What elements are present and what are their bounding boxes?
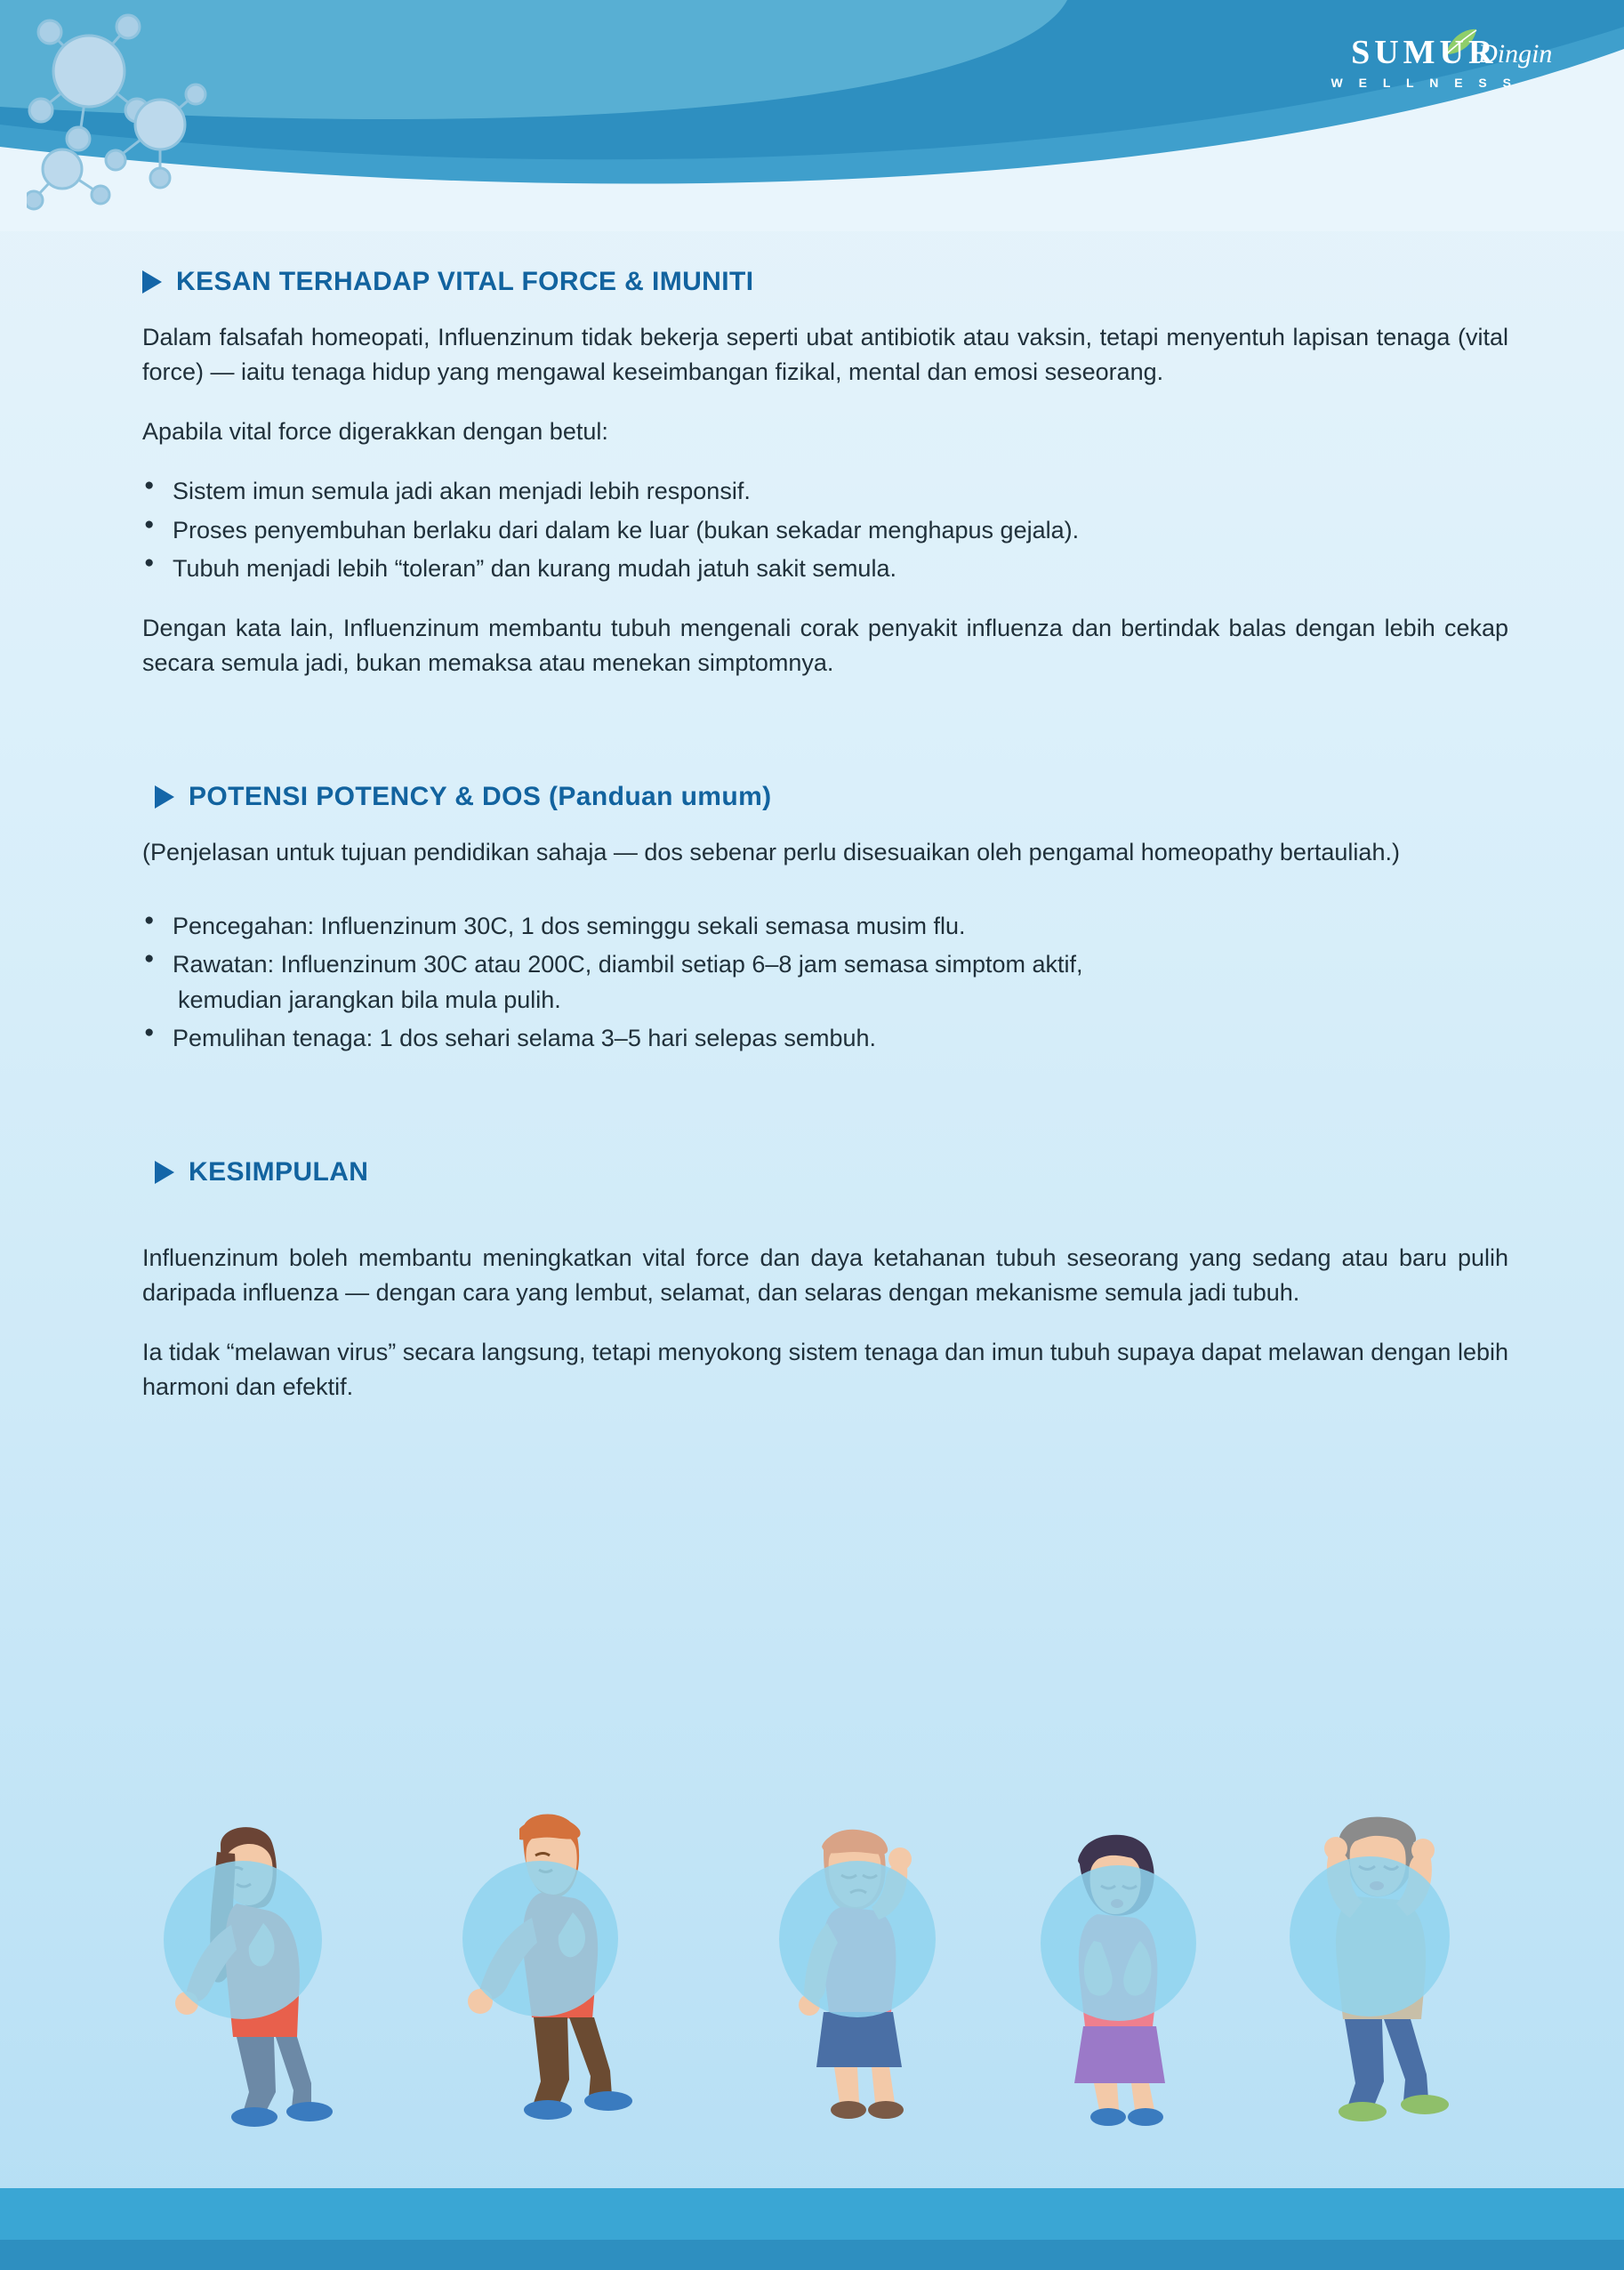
section-vital-force [0, 267, 1624, 680]
triangle-right-icon [155, 1161, 174, 1184]
list-item [142, 909, 1508, 944]
illustration-row [0, 1799, 1624, 2154]
paragraph: Ia tidak “melawan virus” secara langsung, tetapi menyokong sistem tenaga dan imun tubuh supaya dapat melawan dengan lebih harmoni dan efektif. [142, 1339, 1508, 1401]
figure-girl-headache [765, 1807, 961, 2128]
list-item: ● Sistem imun semula jadi akan menjadi lebih responsif. [142, 474, 1508, 509]
list-item-text: Pemulihan tenaga: 1 dos sehari selama 3–5 hari selepas sembuh. [173, 1024, 876, 1051]
list-item-text: Pencegahan: Influenzinum 30C, 1 dos seminggu sekali semasa musim flu. [173, 913, 966, 940]
poster-content [0, 267, 1624, 1429]
list-item: ● Proses penyembuhan berlaku dari dalam ke luar (bukan sekadar menghapus gejala). [142, 513, 1508, 548]
section-heading-conclusion [155, 1157, 1508, 1187]
figure-woman-sore-throat [1023, 1816, 1218, 2128]
list-item-text: Rawatan: Influenzinum 30C atau 200C, diambil setiap 6–8 jam semasa simptom aktif, [173, 951, 1083, 978]
logo-script: Dingin [1478, 39, 1553, 68]
spacer [142, 1211, 1508, 1241]
bullet-list [142, 474, 1508, 585]
section-potency-dose [0, 782, 1624, 1056]
section-title: POTENSI POTENCY & DOS (Panduan umum) [189, 782, 772, 812]
section-title: KESIMPULAN [189, 1156, 369, 1187]
list-item-continuation: kemudian jarangkan bila mula pulih. [178, 986, 561, 1013]
section-title: KESAN TERHADAP VITAL FORCE & IMUNITI [176, 267, 754, 296]
background-blob [164, 1861, 322, 2019]
dosage-list [142, 909, 1508, 1056]
logo-name: SUMUR [1351, 34, 1498, 71]
educational-note: (Penjelasan untuk tujuan pendidikan sahaja — dos sebenar perlu disesuaikan oleh pengamal homeopathy bertauliah.) [142, 839, 1400, 866]
figure-girl-coughing [151, 1807, 356, 2128]
paragraph: Dalam falsafah homeopati, Influenzinum tidak bekerja seperti ubat antibiotik atau vaksin, tetapi menyentuh lapisan tenaga (vital force) — iaitu tenaga hidup yang mengawal keseimbangan fizikal, mental dan emosi seseorang. [142, 324, 1508, 386]
figure-man-fever [1263, 1799, 1485, 2128]
list-item [142, 947, 1508, 1017]
triangle-right-icon [142, 270, 162, 294]
paragraph: Dengan kata lain, Influenzinum membantu tubuh mengenali corak penyakit influenza dan bertindak balas dengan lebih cekap secara semula jadi, bukan memaksa atau menekan simptomnya. [142, 614, 1508, 676]
figure-boy-coughing [427, 1799, 649, 2128]
triangle-right-icon [155, 785, 174, 809]
paragraph: Influenzinum boleh membantu meningkatkan vital force dan daya ketahanan tubuh seseorang yang sedang atau baru pulih daripada influenza — dengan cara yang lembut, selamat, dan selaras dengan mekanisme semula jadi tubuh. [142, 1244, 1508, 1306]
list-item: ● Tubuh menjadi lebih “toleran” dan kurang mudah jatuh sakit semula. [142, 551, 1508, 586]
footer-band-accent [0, 2240, 1624, 2270]
logo-tagline: W E L L N E S S [1331, 76, 1517, 90]
section-heading-vital-force [142, 267, 1508, 297]
spacer [0, 705, 1624, 782]
background-blob [1041, 1865, 1196, 2021]
paragraph: Apabila vital force digerakkan dengan betul: [142, 418, 608, 446]
section-heading-potency-dose [155, 782, 1508, 812]
virus-molecule-icon [27, 9, 276, 249]
background-blob [1290, 1856, 1450, 2016]
section-conclusion [0, 1157, 1624, 1405]
background-blob [462, 1861, 618, 2016]
brand-logo [1331, 34, 1553, 90]
background-blob [779, 1861, 936, 2017]
list-item [142, 1021, 1508, 1056]
spacer [0, 1081, 1624, 1157]
